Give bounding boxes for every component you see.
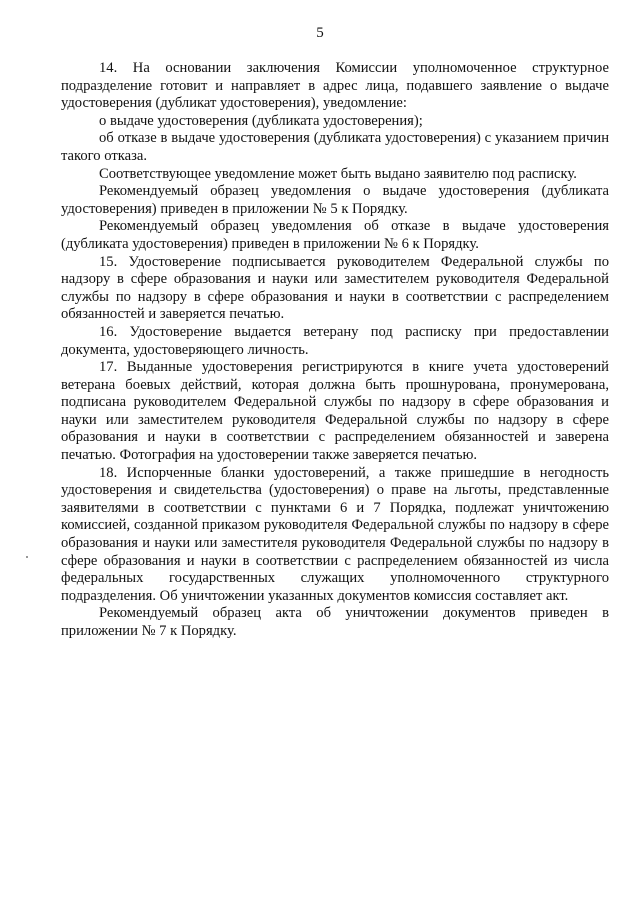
paragraph-receipt: Соответствующее уведомление может быть выдано заявителю под расписку. [99, 165, 577, 182]
paragraph-refusal-notice: об отказе в выдаче удостоверения (дубликата удостоверения) с указанием причин такого отказа. [61, 130, 609, 164]
paragraph-sample-appendix-6: Рекомендуемый образец уведомления об отказе в выдаче удостоверения (дубликата удостоверения) приведен в приложении № 6 к Порядку. [61, 218, 609, 252]
document-body [61, 60, 609, 641]
paragraph-17: 17. Выданные удостоверения регистрируются в книге учета удостоверений ветерана боевых действий, которая должна быть прошнурована, пронумерована, подписана руководителем Федеральной службы по надзору в сфере образования и науки или заместителем руководителя Федеральной службы по надзору в сфере образования и науки в соответствии с распределением обязанностей и заверена печатью. Фотография на удостоверении также заверяется печатью. [61, 359, 609, 464]
paragraph-issue-notice: о выдаче удостоверения (дубликата удостоверения); [99, 112, 423, 129]
paragraph-16: 16. Удостоверение выдается ветерану под расписку при предоставлении документа, удостоверяющего личность. [61, 323, 609, 358]
page-number: 5 [316, 25, 324, 41]
paragraph-sample-appendix-5: Рекомендуемый образец уведомления о выдаче удостоверения (дубликата удостоверения) приведен в приложении № 5 к Порядку. [61, 183, 609, 217]
paragraph-sample-appendix-7: Рекомендуемый образец акта об уничтожении документов приведен в приложении № 7 к Порядку. [61, 605, 609, 639]
scan-speck [26, 556, 28, 558]
paragraph-14: 14. На основании заключения Комиссии уполномоченное структурное подразделение готовит и направляет в адрес лица, подавшего заявление о выдаче удостоверения (дубликат удостоверения), уведомление: [61, 60, 609, 112]
paragraph-15: 15. Удостоверение подписывается руководителем Федеральной службы по надзору в сфере образования и науки или заместителем руководителя Федеральной службы по надзору в сфере образования и науки в соответствии с распределением обязанностей и заверяется печатью. [61, 253, 609, 323]
paragraph-18: 18. Испорченные бланки удостоверений, а также пришедшие в негодность удостоверения и свидетельства (удостоверения) о праве на льготы, представленные заявителями в соответствии с пунктами 6 и 7 Порядка, подлежат уничтожению комиссией, созданной приказом руководителя Федеральной службы по надзору в сфере образования и науки или заместителя руководителя Федеральной службы по надзору в сфере образования и науки в соответствии с распределением обязанностей из числа федеральных государственных служащих уполномоченного структурного подразделения. Об уничтожении указанных документов комиссия составляет акт. [61, 464, 609, 604]
